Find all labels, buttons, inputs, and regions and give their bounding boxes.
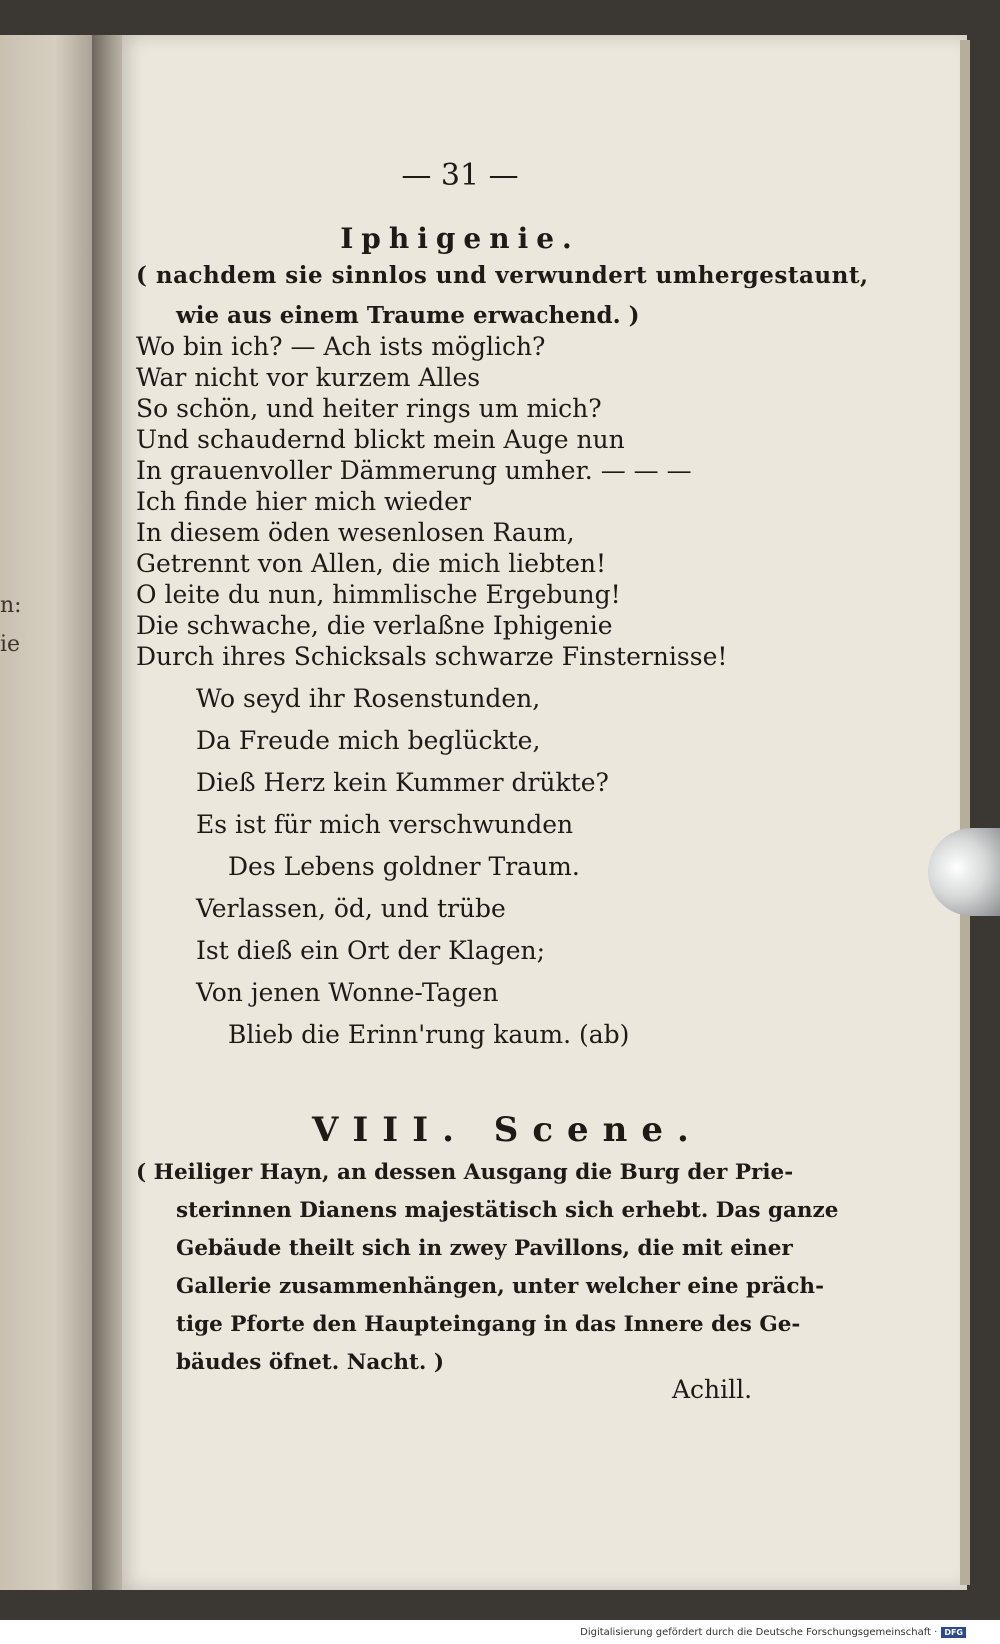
catchword: Achill.	[672, 1375, 753, 1404]
verse-line: Ich finde hier mich wieder	[136, 487, 471, 516]
verse-line: Wo seyd ihr Rosenstunden,	[196, 684, 541, 713]
dfg-logo: DFG	[941, 1627, 966, 1638]
verse-line: Wo bin ich? — Ach ists möglich?	[136, 332, 546, 361]
verse-line: Durch ihres Schicksals schwarze Finsternisse!	[136, 642, 728, 671]
left-page	[0, 35, 92, 1590]
verse-line: In diesem öden wesenlosen Raum,	[136, 518, 575, 547]
left-page-fragment: n:	[0, 593, 22, 618]
verse-line: Von jenen Wonne-Tagen	[196, 978, 499, 1007]
verse-line: Und schaudernd blickt mein Auge nun	[136, 425, 625, 454]
scene-title: VIII. Scene.	[312, 1110, 703, 1150]
scene-direction-line: bäudes öfnet. Nacht. )	[176, 1350, 445, 1375]
page-number: — 31 —	[401, 158, 519, 193]
verse-line: Die schwache, die verlaßne Iphigenie	[136, 611, 613, 640]
verse-line: Ist dieß ein Ort der Klagen;	[196, 936, 546, 965]
scene-direction-line: tige Pforte den Haupteingang in das Innere des Ge-	[176, 1312, 801, 1337]
verse-line: Getrennt von Allen, die mich liebten!	[136, 549, 607, 578]
verse-line: Es ist für mich verschwunden	[196, 810, 574, 839]
verse-line: Des Lebens goldner Traum.	[228, 852, 580, 881]
verse-line: Verlassen, öd, und trübe	[196, 894, 506, 923]
verse-line: Da Freude mich beglückte,	[196, 726, 541, 755]
verse-line: O leite du nun, himmlische Ergebung!	[136, 580, 621, 609]
scene-direction-line: ( Heiliger Hayn, an dessen Ausgang die Burg der Prie-	[136, 1160, 794, 1185]
speaker-name: Iphigenie.	[340, 222, 580, 255]
verse-line: War nicht vor kurzem Alles	[136, 363, 481, 392]
footer-credit	[0, 1620, 1000, 1644]
footer-credit-text: Digitalisierung gefördert durch die Deutsche Forschungsgemeinschaft ·	[580, 1626, 938, 1638]
left-page-fragment: ie	[0, 632, 21, 657]
verse-line: In grauenvoller Dämmerung umher. — — —	[136, 456, 692, 485]
scene-direction-line: Gebäude theilt sich in zwey Pavillons, die mit einer	[176, 1236, 793, 1261]
verse-line: Dieß Herz kein Kummer drükte?	[196, 768, 609, 797]
verse-line: Blieb die Erinn'rung kaum. (ab)	[228, 1020, 630, 1049]
scene-direction-line: sterinnen Dianens majestätisch sich erhebt. Das ganze	[176, 1198, 839, 1223]
scene-direction-line: Gallerie zusammenhängen, unter welcher eine präch-	[176, 1274, 824, 1299]
page-edge	[960, 40, 970, 1585]
verse-line: So schön, und heiter rings um mich?	[136, 394, 602, 423]
stage-direction-line: wie aus einem Traume erwachend. )	[176, 302, 640, 329]
stage-direction-line: ( nachdem sie sinnlos und verwundert umhergestaunt,	[136, 262, 869, 289]
